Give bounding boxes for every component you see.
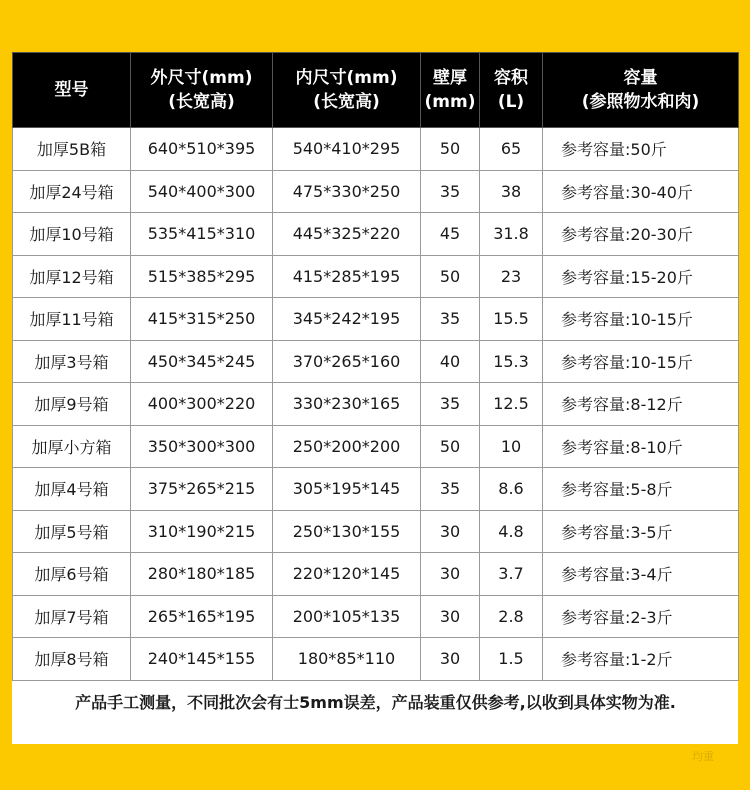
cell-outer: 415*315*250 — [131, 298, 273, 341]
cell-inner: 345*242*195 — [273, 298, 421, 341]
table-row — [13, 425, 739, 468]
cell-capacity: 参考容量:15-20斤 — [543, 255, 739, 298]
cell-capacity: 参考容量:10-15斤 — [543, 298, 739, 341]
cell-volume: 23 — [480, 255, 543, 298]
header-row — [13, 53, 739, 128]
cell-outer: 265*165*195 — [131, 595, 273, 638]
cell-volume: 15.5 — [480, 298, 543, 341]
cell-capacity: 参考容量:5-8斤 — [543, 468, 739, 511]
header-wall: 壁厚 (mm) — [421, 53, 480, 128]
cell-volume: 31.8 — [480, 213, 543, 256]
cell-wall: 50 — [421, 425, 480, 468]
table-row — [13, 170, 739, 213]
cell-inner: 250*130*155 — [273, 510, 421, 553]
table-row — [13, 468, 739, 511]
cell-wall: 40 — [421, 340, 480, 383]
cell-capacity: 参考容量:8-10斤 — [543, 425, 739, 468]
table-row — [13, 595, 739, 638]
cell-capacity: 参考容量:3-5斤 — [543, 510, 739, 553]
cell-volume: 10 — [480, 425, 543, 468]
cell-outer: 450*345*245 — [131, 340, 273, 383]
cell-model: 加厚3号箱 — [13, 340, 131, 383]
header-outer-size: 外尺寸(mm) (长宽高) — [131, 53, 273, 128]
cell-volume: 2.8 — [480, 595, 543, 638]
header-model: 型号 — [13, 53, 131, 128]
cell-volume: 8.6 — [480, 468, 543, 511]
cell-inner: 370*265*160 — [273, 340, 421, 383]
header-capacity: 容量 (参照物水和肉) — [543, 53, 739, 128]
cell-model: 加厚7号箱 — [13, 595, 131, 638]
cell-inner: 415*285*195 — [273, 255, 421, 298]
cell-capacity: 参考容量:20-30斤 — [543, 213, 739, 256]
cell-inner: 250*200*200 — [273, 425, 421, 468]
cell-inner: 330*230*165 — [273, 383, 421, 426]
cell-model: 加厚8号箱 — [13, 638, 131, 681]
cell-wall: 30 — [421, 595, 480, 638]
cell-volume: 3.7 — [480, 553, 543, 596]
watermark-text: 均重 — [692, 750, 714, 763]
cell-wall: 45 — [421, 213, 480, 256]
cell-inner: 305*195*145 — [273, 468, 421, 511]
table-row — [13, 340, 739, 383]
table-row — [13, 255, 739, 298]
cell-wall: 30 — [421, 638, 480, 681]
cell-wall: 35 — [421, 170, 480, 213]
cell-outer: 515*385*295 — [131, 255, 273, 298]
cell-capacity: 参考容量:30-40斤 — [543, 170, 739, 213]
cell-outer: 310*190*215 — [131, 510, 273, 553]
table-row — [13, 213, 739, 256]
cell-outer: 280*180*185 — [131, 553, 273, 596]
cell-wall: 35 — [421, 468, 480, 511]
cell-inner: 475*330*250 — [273, 170, 421, 213]
spec-table — [12, 52, 739, 722]
table-row — [13, 128, 739, 171]
cell-outer: 350*300*300 — [131, 425, 273, 468]
cell-wall: 30 — [421, 553, 480, 596]
cell-volume: 15.3 — [480, 340, 543, 383]
header-inner-size: 内尺寸(mm) (长宽高) — [273, 53, 421, 128]
cell-outer: 535*415*310 — [131, 213, 273, 256]
cell-wall: 50 — [421, 128, 480, 171]
cell-outer: 540*400*300 — [131, 170, 273, 213]
cell-volume: 38 — [480, 170, 543, 213]
cell-model: 加厚4号箱 — [13, 468, 131, 511]
cell-capacity: 参考容量:3-4斤 — [543, 553, 739, 596]
cell-inner: 180*85*110 — [273, 638, 421, 681]
cell-model: 加厚24号箱 — [13, 170, 131, 213]
cell-wall: 30 — [421, 510, 480, 553]
note-row — [13, 680, 739, 722]
cell-model: 加厚10号箱 — [13, 213, 131, 256]
cell-inner: 200*105*135 — [273, 595, 421, 638]
cell-capacity: 参考容量:10-15斤 — [543, 340, 739, 383]
header-volume: 容积 (L) — [480, 53, 543, 128]
cell-volume: 1.5 — [480, 638, 543, 681]
cell-model: 加厚5B箱 — [13, 128, 131, 171]
cell-volume: 65 — [480, 128, 543, 171]
cell-model: 加厚5号箱 — [13, 510, 131, 553]
table-row — [13, 298, 739, 341]
cell-volume: 12.5 — [480, 383, 543, 426]
cell-outer: 640*510*395 — [131, 128, 273, 171]
cell-capacity: 参考容量:8-12斤 — [543, 383, 739, 426]
cell-outer: 375*265*215 — [131, 468, 273, 511]
cell-capacity: 参考容量:50斤 — [543, 128, 739, 171]
cell-inner: 220*120*145 — [273, 553, 421, 596]
table-row — [13, 553, 739, 596]
cell-wall: 50 — [421, 255, 480, 298]
cell-capacity: 参考容量:1-2斤 — [543, 638, 739, 681]
measurement-note: 产品手工测量，不同批次会有士5mm误差，产品装重仅供参考,以收到具体实物为准. — [75, 692, 676, 712]
cell-model: 加厚9号箱 — [13, 383, 131, 426]
cell-model: 加厚6号箱 — [13, 553, 131, 596]
table-row — [13, 383, 739, 426]
cell-inner: 540*410*295 — [273, 128, 421, 171]
cell-outer: 240*145*155 — [131, 638, 273, 681]
cell-wall: 35 — [421, 298, 480, 341]
cell-capacity: 参考容量:2-3斤 — [543, 595, 739, 638]
table-row — [13, 510, 739, 553]
cell-wall: 35 — [421, 383, 480, 426]
cell-inner: 445*325*220 — [273, 213, 421, 256]
cell-model: 加厚11号箱 — [13, 298, 131, 341]
cell-model: 加厚12号箱 — [13, 255, 131, 298]
cell-outer: 400*300*220 — [131, 383, 273, 426]
cell-volume: 4.8 — [480, 510, 543, 553]
cell-model: 加厚小方箱 — [13, 425, 131, 468]
table-row — [13, 638, 739, 681]
